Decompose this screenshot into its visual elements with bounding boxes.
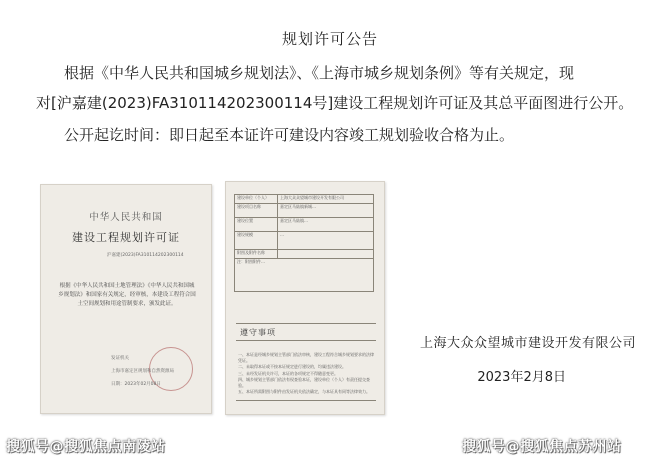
attachment-notice-title: 遵守事项 [240, 328, 276, 337]
issuer-name: 上海大众众望城市建设开发有限公司 [419, 336, 636, 351]
table-cell: 附图及附件名称 [235, 250, 278, 259]
attachment-table [234, 194, 374, 292]
list-item: 一、本证是经城乡规划主管部门依法审核，建设工程符合城乡规划要求的法律凭证。 [238, 352, 374, 364]
list-item: 五、本证所需附图与附件由发证机关依法确定，与本证具有同等法律效力。 [238, 389, 370, 395]
certificate-issuer-label: 发证机关 [111, 356, 129, 361]
table-cell: 嘉定区马陆镇… [278, 218, 374, 232]
notice-paragraph-2: 对[沪嘉建(2023)FA310114202300114号]建设工程规划许可证及其总平面图进行公开。 [36, 94, 634, 112]
divider [236, 323, 376, 324]
list-item: 二、未取得本证或不按本证规定进行建设的，均属违法建设。 [238, 364, 346, 370]
watermark-left: 搜狐号@搜狐焦点南陵站 [6, 439, 166, 455]
table-row [235, 218, 374, 232]
table-cell: … [278, 232, 374, 250]
list-item: 四、城乡规划主管部门依法有权查验本证，建设单位（个人）有责任提交查验。 [238, 376, 370, 389]
table-cell: 建设规模 [235, 232, 278, 250]
divider [236, 340, 376, 341]
divider [236, 400, 376, 401]
table-cell: 注：附图附件… [235, 259, 374, 292]
certificate-body: 根据《中华人民共和国土地管理法》《中华人民共和国城乡规划法》和国家有关规定，经审核，本建设工程符合国土空间规划和用途管制要求，颁发此证。 [58, 283, 196, 307]
table-row [235, 204, 374, 218]
table-row [235, 232, 374, 250]
permit-certificate-image [40, 184, 212, 414]
table-cell: 建设单位（个人） [235, 195, 278, 204]
certificate-date: 日期：2023年02月08日 [111, 382, 161, 387]
table-row [235, 259, 374, 292]
notice-paragraph-1: 根据《中华人民共和国城乡规划法》、《上海市城乡规划条例》等有关规定，现 [64, 64, 575, 82]
table-cell: 嘉定区马陆镇新城… [278, 204, 374, 218]
notice-title: 规划许可公告 [281, 30, 378, 48]
table-cell: 建设位置 [235, 218, 278, 232]
table-cell: 建设项目名称 [235, 204, 278, 218]
permit-attachment-image [225, 181, 385, 415]
notice-paragraph-3: 公开起讫时间：即日起至本证许可建设内容竣工规划验收合格为止。 [64, 126, 515, 144]
certificate-issuer-name: 上海市嘉定区规划和自然资源局 [111, 369, 174, 374]
certificate-country: 中华人民共和国 [89, 212, 163, 223]
attachment-notice-list [238, 352, 376, 395]
table-cell: 上海大众众望城市建设开发有限公司 [278, 195, 374, 204]
table-cell [278, 250, 374, 259]
watermark-right: 搜狐号@搜狐焦点苏州站 [462, 439, 622, 455]
table-row [235, 195, 374, 204]
list-item: 三、未经发证机关许可，本证的各项规定不得随意变更。 [238, 370, 338, 376]
certificate-name: 建设工程规划许可证 [72, 231, 180, 244]
certificate-number: 沪嘉建(2023)FA310114202300114 [107, 253, 184, 258]
table-row [235, 250, 374, 259]
issue-date: 2023年2月8日 [477, 370, 566, 385]
